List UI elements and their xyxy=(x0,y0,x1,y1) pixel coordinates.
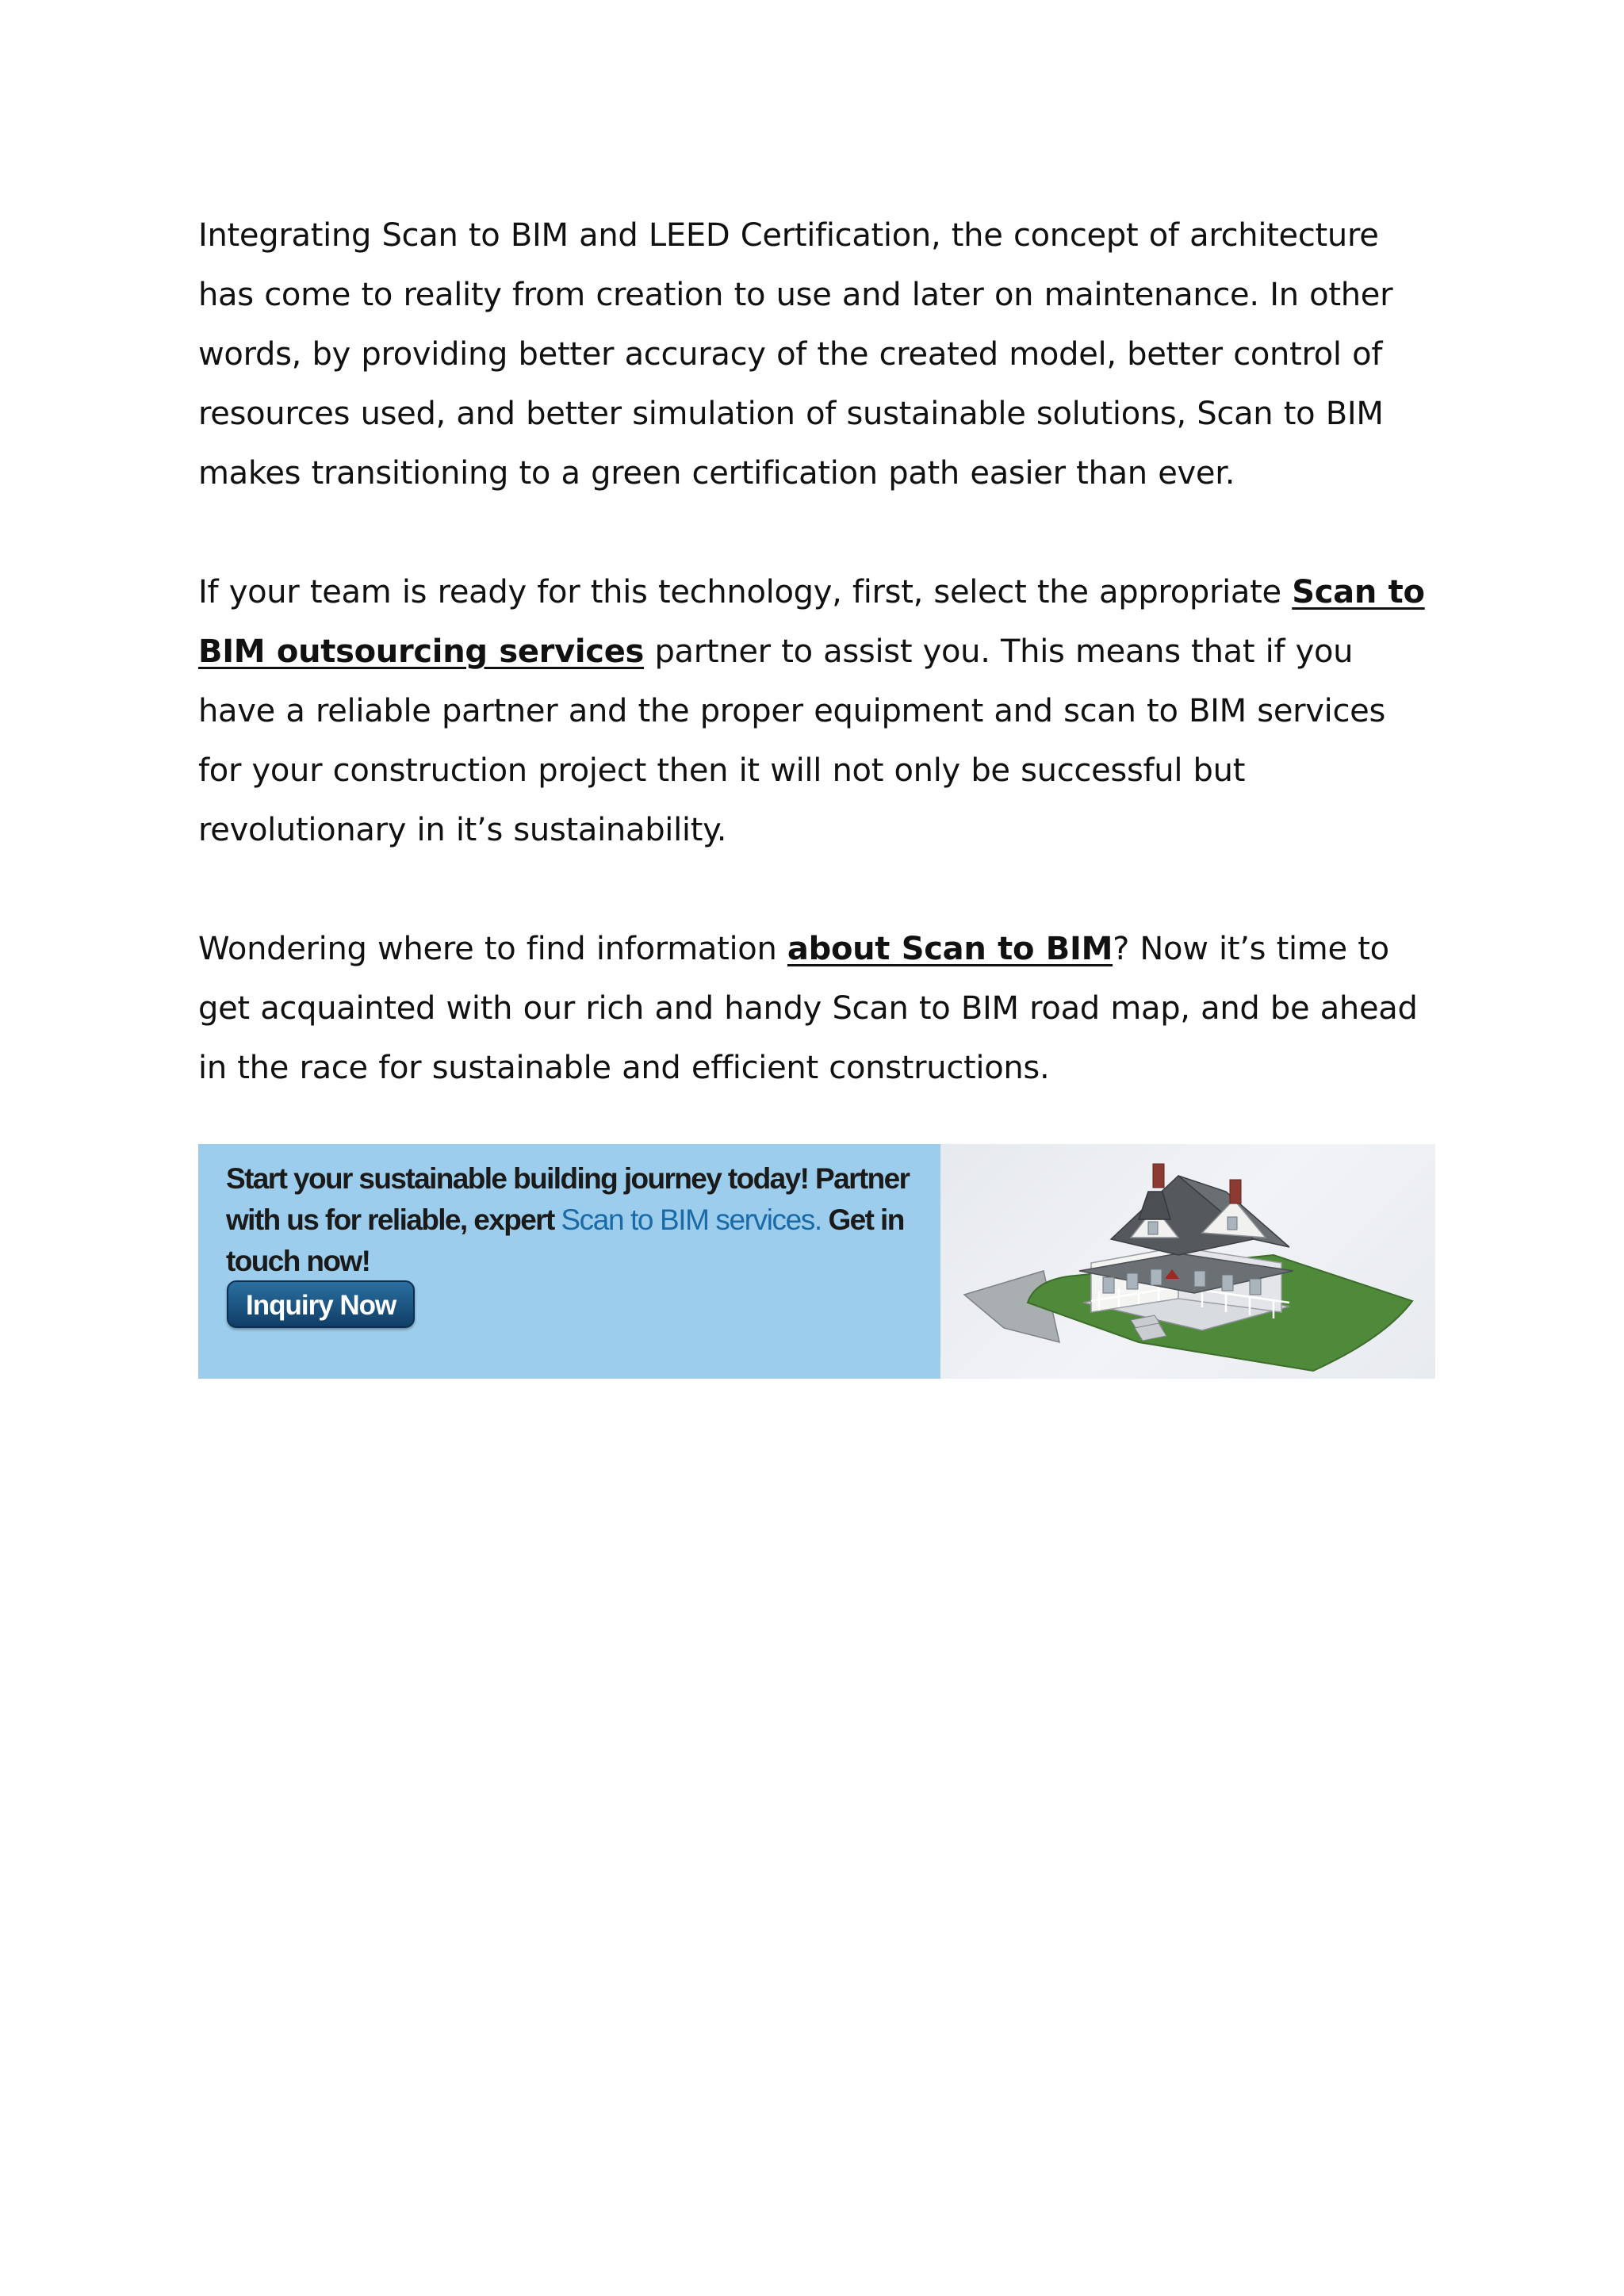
about-scan-to-bim-link[interactable]: about Scan to BIM xyxy=(787,931,1113,967)
cta-message-start: Start your sustainable building journey today! Partner with us for reliable, expert xyxy=(226,1162,910,1236)
inquiry-now-button[interactable]: Inquiry Now xyxy=(227,1280,415,1328)
cta-banner-message xyxy=(226,1158,924,1282)
scan-to-bim-outsourcing-link[interactable]: Scan to BIM outsourcing services xyxy=(198,574,1425,670)
paragraph-roadmap xyxy=(198,920,1435,1098)
paragraph-roadmap-text-end: ? Now it’s time to get acquainted with our rich and handy Scan to BIM road map, and be ahead in the race for sustainable and efficient constructions. xyxy=(198,931,1418,1086)
cta-banner-text-panel xyxy=(198,1144,940,1379)
cta-message-end: Get in touch now! xyxy=(226,1203,904,1277)
article-body xyxy=(198,206,1435,1098)
cta-banner-image-panel xyxy=(940,1144,1435,1379)
paragraph-intro xyxy=(198,206,1435,503)
paragraph-partner-text-end: partner to assist you. This means that if you have a reliable partner and the proper equipment and scan to BIM services for your construction project then it will not only be successful but revolutionary in it’s sustainability. xyxy=(198,633,1386,848)
paragraph-partner xyxy=(198,563,1435,860)
paragraph-roadmap-text-start: Wondering where to find information xyxy=(198,931,787,967)
cta-message-highlight: Scan to BIM services. xyxy=(561,1203,822,1236)
house-3d-model-image xyxy=(940,1144,1435,1379)
paragraph-intro-text: Integrating Scan to BIM and LEED Certification, the concept of architecture has come to reality from creation to use and later on maintenance. In other words, by providing better accuracy of the created model, better control of resources used, and better simulation of sustainable solutions, Scan to BIM makes transitioning to a green certification path easier than ever. xyxy=(198,217,1393,492)
paragraph-partner-text-start: If your team is ready for this technology, first, select the appropriate xyxy=(198,574,1293,610)
cta-banner[interactable] xyxy=(198,1144,1435,1379)
